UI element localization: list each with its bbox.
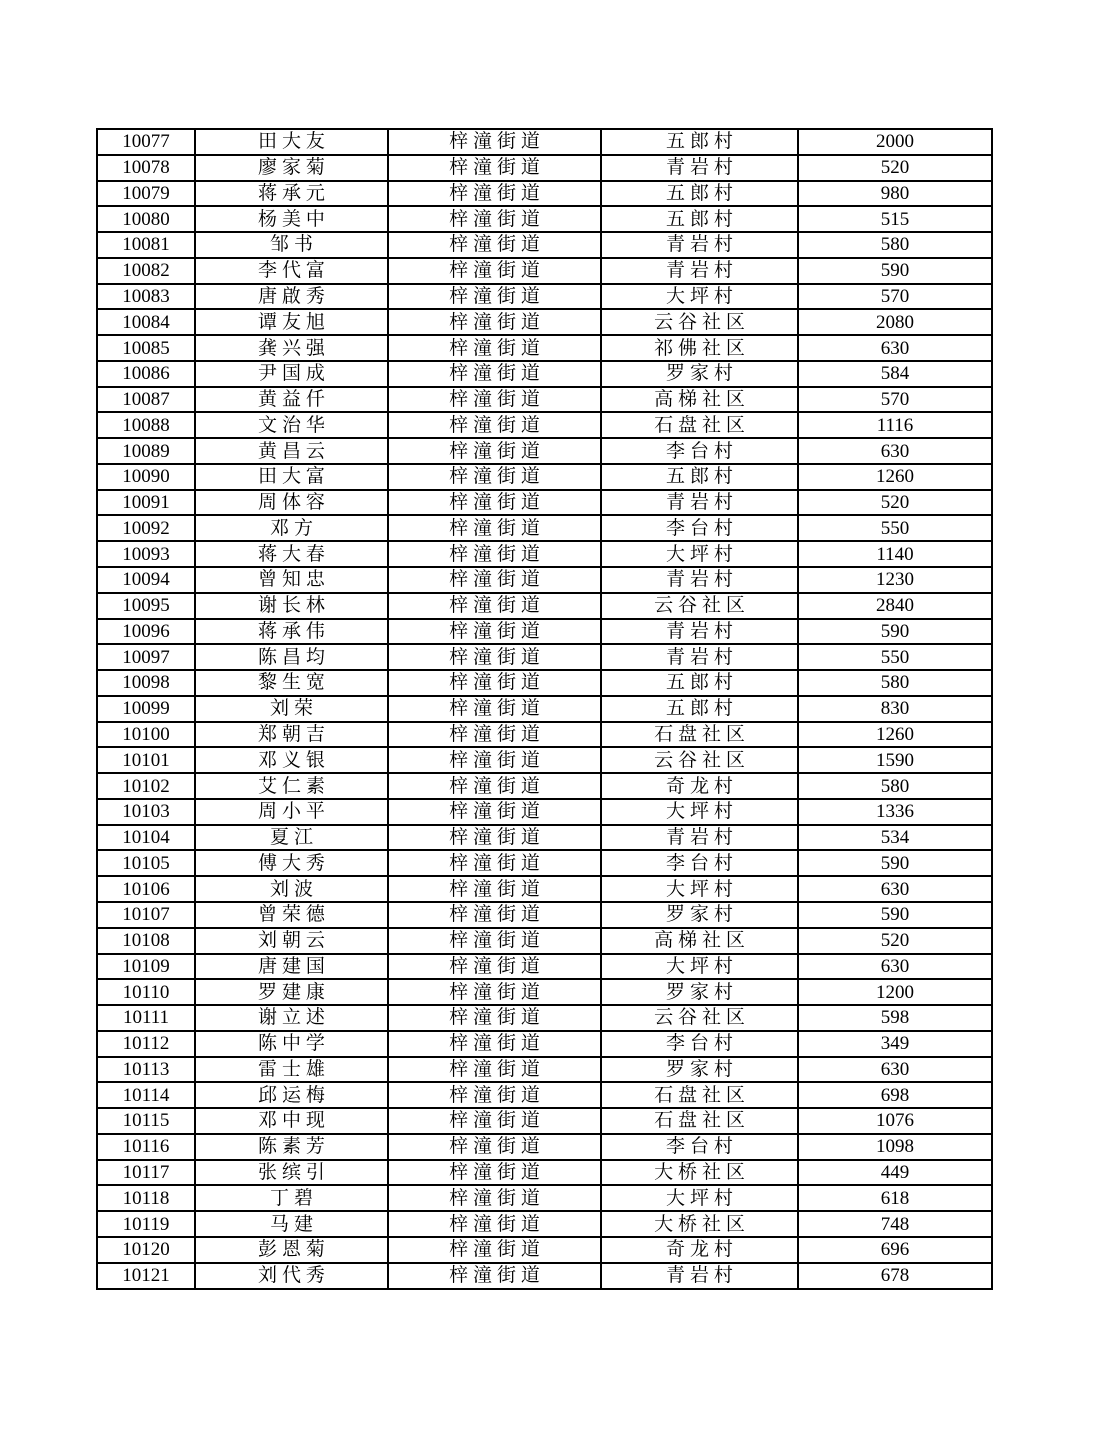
name-cell: 杨美中 [195,206,388,232]
table-row [97,1211,992,1237]
village-cell: 青岩村 [601,619,798,645]
village-cell: 青岩村 [601,825,798,851]
village-cell: 云谷社区 [601,593,798,619]
row-id-cell: 10100 [97,722,195,748]
amount-cell: 590 [798,902,992,928]
row-id-cell: 10103 [97,799,195,825]
row-id-cell: 10107 [97,902,195,928]
street-cell: 梓潼街道 [388,258,601,284]
amount-cell: 980 [798,181,992,207]
row-id-cell: 10078 [97,155,195,181]
village-cell: 大坪村 [601,799,798,825]
row-id-cell: 10098 [97,670,195,696]
amount-cell: 698 [798,1082,992,1108]
table-container [96,128,991,1290]
name-cell: 周小平 [195,799,388,825]
table-row [97,335,992,361]
village-cell: 云谷社区 [601,747,798,773]
row-id-cell: 10102 [97,773,195,799]
table-row [97,1031,992,1057]
village-cell: 奇龙村 [601,773,798,799]
name-cell: 尹国成 [195,361,388,387]
village-cell: 大坪村 [601,1185,798,1211]
table-row [97,1185,992,1211]
name-cell: 黎生宽 [195,670,388,696]
amount-cell: 584 [798,361,992,387]
row-id-cell: 10081 [97,232,195,258]
amount-cell: 598 [798,1005,992,1031]
amount-cell: 590 [798,619,992,645]
table-row [97,773,992,799]
table-row [97,309,992,335]
village-cell: 石盘社区 [601,1082,798,1108]
row-id-cell: 10095 [97,593,195,619]
table-row [97,1082,992,1108]
name-cell: 张缤引 [195,1160,388,1186]
row-id-cell: 10089 [97,438,195,464]
village-cell: 李台村 [601,1134,798,1160]
name-cell: 刘代秀 [195,1263,388,1289]
amount-cell: 580 [798,773,992,799]
village-cell: 青岩村 [601,1263,798,1289]
village-cell: 大坪村 [601,284,798,310]
street-cell: 梓潼街道 [388,1031,601,1057]
amount-cell: 1200 [798,979,992,1005]
village-cell: 五郎村 [601,129,798,155]
table-row [97,490,992,516]
amount-cell: 570 [798,284,992,310]
table-row [97,1160,992,1186]
row-id-cell: 10088 [97,412,195,438]
village-cell: 李台村 [601,515,798,541]
village-cell: 李台村 [601,438,798,464]
street-cell: 梓潼街道 [388,1134,601,1160]
table-row [97,438,992,464]
amount-cell: 1076 [798,1108,992,1134]
row-id-cell: 10110 [97,979,195,1005]
table-row [97,696,992,722]
name-cell: 蒋大春 [195,541,388,567]
street-cell: 梓潼街道 [388,825,601,851]
street-cell: 梓潼街道 [388,1108,601,1134]
name-cell: 廖家菊 [195,155,388,181]
street-cell: 梓潼街道 [388,361,601,387]
village-cell: 大坪村 [601,954,798,980]
street-cell: 梓潼街道 [388,490,601,516]
name-cell: 陈素芳 [195,1134,388,1160]
table-row [97,619,992,645]
street-cell: 梓潼街道 [388,181,601,207]
village-cell: 李台村 [601,1031,798,1057]
row-id-cell: 10118 [97,1185,195,1211]
street-cell: 梓潼街道 [388,644,601,670]
name-cell: 艾仁素 [195,773,388,799]
row-id-cell: 10092 [97,515,195,541]
street-cell: 梓潼街道 [388,309,601,335]
name-cell: 李代富 [195,258,388,284]
village-cell: 五郎村 [601,696,798,722]
amount-cell: 830 [798,696,992,722]
name-cell: 罗建康 [195,979,388,1005]
street-cell: 梓潼街道 [388,1005,601,1031]
street-cell: 梓潼街道 [388,1082,601,1108]
table-row [97,954,992,980]
village-cell: 青岩村 [601,155,798,181]
village-cell: 祁佛社区 [601,335,798,361]
amount-cell: 678 [798,1263,992,1289]
street-cell: 梓潼街道 [388,515,601,541]
row-id-cell: 10097 [97,644,195,670]
amount-cell: 1098 [798,1134,992,1160]
name-cell: 黄益仟 [195,387,388,413]
name-cell: 陈中学 [195,1031,388,1057]
village-cell: 石盘社区 [601,412,798,438]
street-cell: 梓潼街道 [388,928,601,954]
name-cell: 谢长林 [195,593,388,619]
amount-cell: 534 [798,825,992,851]
table-row [97,129,992,155]
village-cell: 石盘社区 [601,1108,798,1134]
row-id-cell: 10105 [97,850,195,876]
row-id-cell: 10106 [97,876,195,902]
row-id-cell: 10093 [97,541,195,567]
name-cell: 蒋承伟 [195,619,388,645]
village-cell: 罗家村 [601,979,798,1005]
table-row [97,928,992,954]
table-row [97,361,992,387]
table-row [97,258,992,284]
amount-cell: 550 [798,515,992,541]
street-cell: 梓潼街道 [388,773,601,799]
street-cell: 梓潼街道 [388,902,601,928]
amount-cell: 1260 [798,464,992,490]
village-cell: 五郎村 [601,181,798,207]
name-cell: 周体容 [195,490,388,516]
village-cell: 云谷社区 [601,1005,798,1031]
street-cell: 梓潼街道 [388,670,601,696]
village-cell: 五郎村 [601,464,798,490]
amount-cell: 580 [798,670,992,696]
village-cell: 李台村 [601,850,798,876]
table-row [97,850,992,876]
street-cell: 梓潼街道 [388,799,601,825]
row-id-cell: 10077 [97,129,195,155]
name-cell: 谭友旭 [195,309,388,335]
table-row [97,412,992,438]
table-row [97,284,992,310]
table-body [97,129,992,1289]
row-id-cell: 10101 [97,747,195,773]
village-cell: 罗家村 [601,902,798,928]
row-id-cell: 10114 [97,1082,195,1108]
name-cell: 刘朝云 [195,928,388,954]
table-row [97,206,992,232]
table-row [97,1108,992,1134]
village-cell: 奇龙村 [601,1237,798,1263]
amount-cell: 630 [798,1057,992,1083]
village-cell: 青岩村 [601,232,798,258]
village-cell: 云谷社区 [601,309,798,335]
row-id-cell: 10085 [97,335,195,361]
amount-cell: 618 [798,1185,992,1211]
row-id-cell: 10111 [97,1005,195,1031]
row-id-cell: 10082 [97,258,195,284]
name-cell: 曾荣德 [195,902,388,928]
amount-cell: 570 [798,387,992,413]
amount-cell: 1230 [798,567,992,593]
village-cell: 青岩村 [601,567,798,593]
name-cell: 丁碧 [195,1185,388,1211]
row-id-cell: 10087 [97,387,195,413]
name-cell: 邓义银 [195,747,388,773]
street-cell: 梓潼街道 [388,412,601,438]
street-cell: 梓潼街道 [388,979,601,1005]
table-row [97,155,992,181]
name-cell: 夏江 [195,825,388,851]
table-row [97,747,992,773]
village-cell: 青岩村 [601,490,798,516]
street-cell: 梓潼街道 [388,155,601,181]
row-id-cell: 10119 [97,1211,195,1237]
amount-cell: 1336 [798,799,992,825]
amount-cell: 590 [798,258,992,284]
street-cell: 梓潼街道 [388,438,601,464]
table-row [97,464,992,490]
street-cell: 梓潼街道 [388,1211,601,1237]
street-cell: 梓潼街道 [388,1237,601,1263]
name-cell: 蒋承元 [195,181,388,207]
street-cell: 梓潼街道 [388,464,601,490]
name-cell: 刘荣 [195,696,388,722]
amount-cell: 630 [798,438,992,464]
table-row [97,1005,992,1031]
amount-cell: 580 [798,232,992,258]
table-row [97,1237,992,1263]
street-cell: 梓潼街道 [388,876,601,902]
name-cell: 龚兴强 [195,335,388,361]
street-cell: 梓潼街道 [388,850,601,876]
table-row [97,1263,992,1289]
street-cell: 梓潼街道 [388,696,601,722]
amount-cell: 630 [798,876,992,902]
row-id-cell: 10112 [97,1031,195,1057]
street-cell: 梓潼街道 [388,747,601,773]
row-id-cell: 10080 [97,206,195,232]
street-cell: 梓潼街道 [388,1185,601,1211]
table-row [97,644,992,670]
amount-cell: 748 [798,1211,992,1237]
table-row [97,387,992,413]
row-id-cell: 10109 [97,954,195,980]
name-cell: 谢立述 [195,1005,388,1031]
amount-cell: 349 [798,1031,992,1057]
row-id-cell: 10120 [97,1237,195,1263]
village-cell: 石盘社区 [601,722,798,748]
village-cell: 大桥社区 [601,1211,798,1237]
street-cell: 梓潼街道 [388,1057,601,1083]
row-id-cell: 10096 [97,619,195,645]
amount-cell: 2000 [798,129,992,155]
table-row [97,232,992,258]
row-id-cell: 10115 [97,1108,195,1134]
table-row [97,567,992,593]
row-id-cell: 10079 [97,181,195,207]
data-table [96,128,993,1290]
row-id-cell: 10121 [97,1263,195,1289]
street-cell: 梓潼街道 [388,129,601,155]
row-id-cell: 10090 [97,464,195,490]
name-cell: 陈昌均 [195,644,388,670]
name-cell: 彭恩菊 [195,1237,388,1263]
row-id-cell: 10099 [97,696,195,722]
amount-cell: 630 [798,335,992,361]
table-row [97,799,992,825]
name-cell: 雷士雄 [195,1057,388,1083]
name-cell: 田大友 [195,129,388,155]
village-cell: 高梯社区 [601,928,798,954]
table-row [97,181,992,207]
row-id-cell: 10094 [97,567,195,593]
amount-cell: 449 [798,1160,992,1186]
table-row [97,541,992,567]
village-cell: 罗家村 [601,1057,798,1083]
name-cell: 邓中现 [195,1108,388,1134]
village-cell: 大坪村 [601,876,798,902]
row-id-cell: 10117 [97,1160,195,1186]
street-cell: 梓潼街道 [388,619,601,645]
street-cell: 梓潼街道 [388,335,601,361]
amount-cell: 520 [798,928,992,954]
name-cell: 傅大秀 [195,850,388,876]
name-cell: 郑朝吉 [195,722,388,748]
name-cell: 邱运梅 [195,1082,388,1108]
name-cell: 邹书 [195,232,388,258]
table-row [97,825,992,851]
amount-cell: 1260 [798,722,992,748]
street-cell: 梓潼街道 [388,206,601,232]
village-cell: 青岩村 [601,258,798,284]
village-cell: 高梯社区 [601,387,798,413]
table-row [97,876,992,902]
row-id-cell: 10116 [97,1134,195,1160]
street-cell: 梓潼街道 [388,232,601,258]
village-cell: 罗家村 [601,361,798,387]
street-cell: 梓潼街道 [388,387,601,413]
table-row [97,722,992,748]
village-cell: 大桥社区 [601,1160,798,1186]
row-id-cell: 10108 [97,928,195,954]
village-cell: 青岩村 [601,644,798,670]
amount-cell: 1140 [798,541,992,567]
village-cell: 大坪村 [601,541,798,567]
name-cell: 马建 [195,1211,388,1237]
row-id-cell: 10104 [97,825,195,851]
street-cell: 梓潼街道 [388,593,601,619]
table-row [97,979,992,1005]
name-cell: 田大富 [195,464,388,490]
amount-cell: 1590 [798,747,992,773]
street-cell: 梓潼街道 [388,284,601,310]
village-cell: 五郎村 [601,206,798,232]
name-cell: 文治华 [195,412,388,438]
row-id-cell: 10113 [97,1057,195,1083]
street-cell: 梓潼街道 [388,954,601,980]
amount-cell: 520 [798,490,992,516]
row-id-cell: 10084 [97,309,195,335]
name-cell: 曾知忠 [195,567,388,593]
table-row [97,670,992,696]
amount-cell: 630 [798,954,992,980]
amount-cell: 520 [798,155,992,181]
amount-cell: 696 [798,1237,992,1263]
village-cell: 五郎村 [601,670,798,696]
name-cell: 唐啟秀 [195,284,388,310]
name-cell: 黄昌云 [195,438,388,464]
amount-cell: 2080 [798,309,992,335]
name-cell: 唐建国 [195,954,388,980]
street-cell: 梓潼街道 [388,567,601,593]
row-id-cell: 10083 [97,284,195,310]
table-row [97,515,992,541]
table-row [97,593,992,619]
amount-cell: 515 [798,206,992,232]
row-id-cell: 10086 [97,361,195,387]
row-id-cell: 10091 [97,490,195,516]
street-cell: 梓潼街道 [388,541,601,567]
amount-cell: 590 [798,850,992,876]
table-row [97,1057,992,1083]
amount-cell: 550 [798,644,992,670]
amount-cell: 1116 [798,412,992,438]
table-row [97,1134,992,1160]
street-cell: 梓潼街道 [388,1263,601,1289]
table-row [97,902,992,928]
name-cell: 邓方 [195,515,388,541]
amount-cell: 2840 [798,593,992,619]
street-cell: 梓潼街道 [388,722,601,748]
street-cell: 梓潼街道 [388,1160,601,1186]
name-cell: 刘波 [195,876,388,902]
